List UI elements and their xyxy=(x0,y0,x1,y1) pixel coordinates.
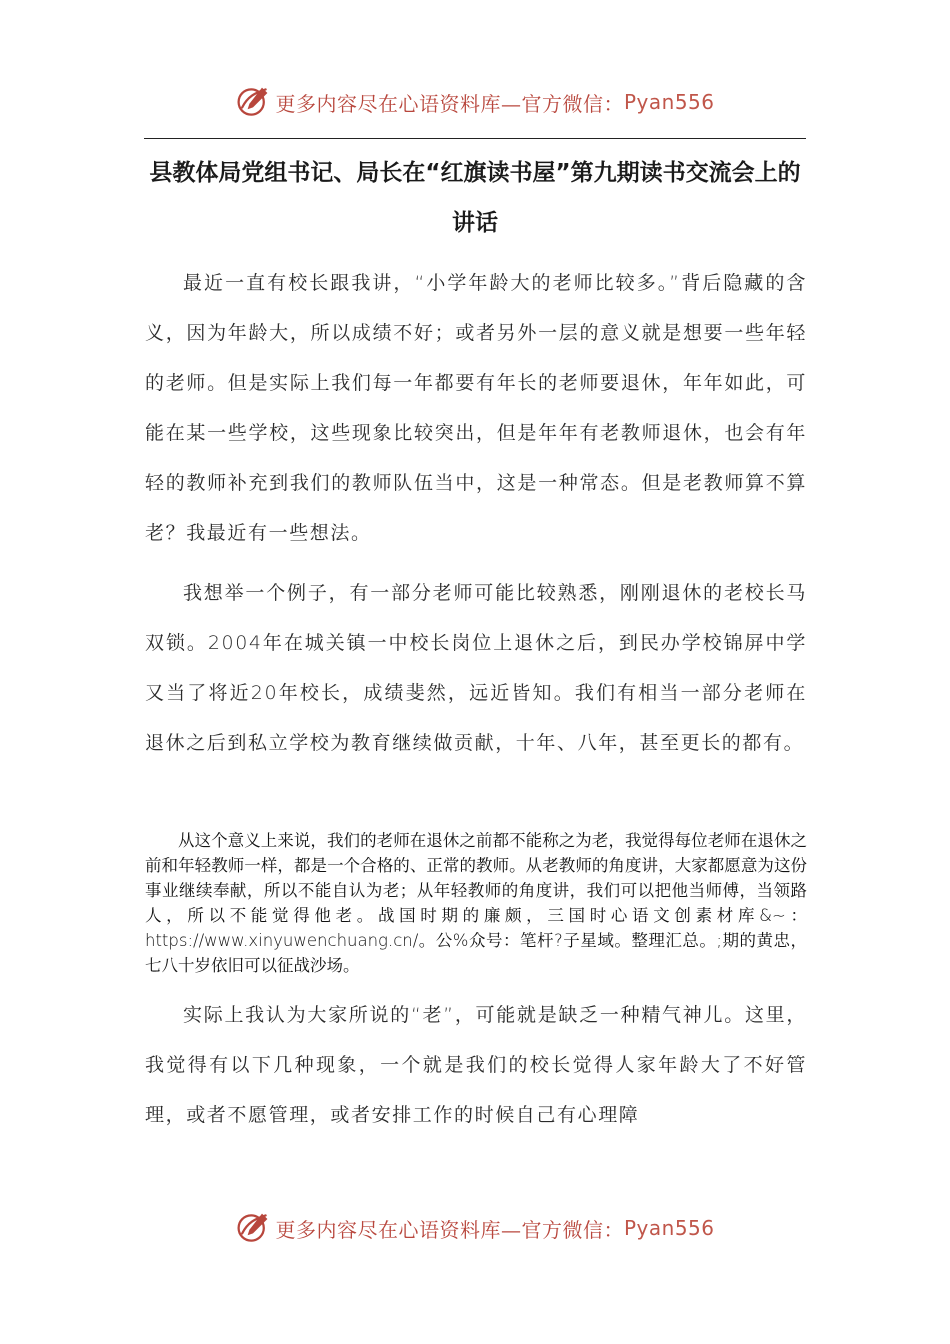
paragraph-2: 我想举一个例子，有一部分老师可能比较熟悉，刚刚退休的老校长马双锁。2004年在城关镇一中校长岗位上退休之后，到民办学校锦屏中学又当了将近20年校长，成绩斐然，远近皆知。我们有相当一部分老师在退休之后到私立学校为教育继续做贡献，十年、八年，甚至更长的都有。 xyxy=(145,582,807,754)
banner-text: 更多内容尽在心语资料库—官方微信： xyxy=(275,91,624,116)
footer-banner xyxy=(0,1208,950,1248)
pen-logo-icon xyxy=(235,84,271,120)
paragraph-3: 从这个意义上来说，我们的老师在退休之前都不能称之为老，我觉得每位老师在退休之前和年轻教师一样，都是一个合格的、正常的教师。从老教师的角度讲，大家都愿意为这份事业继续奉献，所以不能自认为老；从年轻教师的角度讲，我们可以把他当师傅，当领路人，所以不能觉得他老。战国时期的廉颇，三国时心语文创素材库&~：https://www.xinyuwenchuang.cn/。公%众号：笔杆?子星域。整理汇总。;期的黄忠，七八十岁依旧可以征战沙场。 xyxy=(145,831,807,975)
banner-wechat-id: Pyan556 xyxy=(623,1216,715,1240)
banner-wechat-id: Pyan556 xyxy=(623,90,715,114)
banner-text: 更多内容尽在心语资料库—官方微信： xyxy=(275,1217,624,1242)
document-title: 县教体局党组书记、局长在“红旗读书屋”第九期读书交流会上的讲话 xyxy=(149,160,801,236)
pen-logo-icon xyxy=(235,1210,271,1246)
paragraph-1: 最近一直有校长跟我讲，“小学年龄大的老师比较多。”背后隐藏的含义，因为年龄大，所以成绩不好；或者另外一层的意义就是想要一些年轻的老师。但是实际上我们每一年都要有年长的老师要退休，年年如此，可能在某一些学校，这些现象比较突出，但是年年有老教师退休，也会有年轻的教师补充到我们的教师队伍当中，这是一种常态。但是老教师算不算老？我最近有一些想法。 xyxy=(145,272,807,544)
paragraph-4: 实际上我认为大家所说的“老”，可能就是缺乏一种精气神儿。这里，我觉得有以下几种现象，一个就是我们的校长觉得人家年龄大了不好管理，或者不愿管理，或者安排工作的时候自己有心理障 xyxy=(145,1004,807,1126)
header-rule xyxy=(144,138,806,139)
header-banner xyxy=(0,82,950,122)
